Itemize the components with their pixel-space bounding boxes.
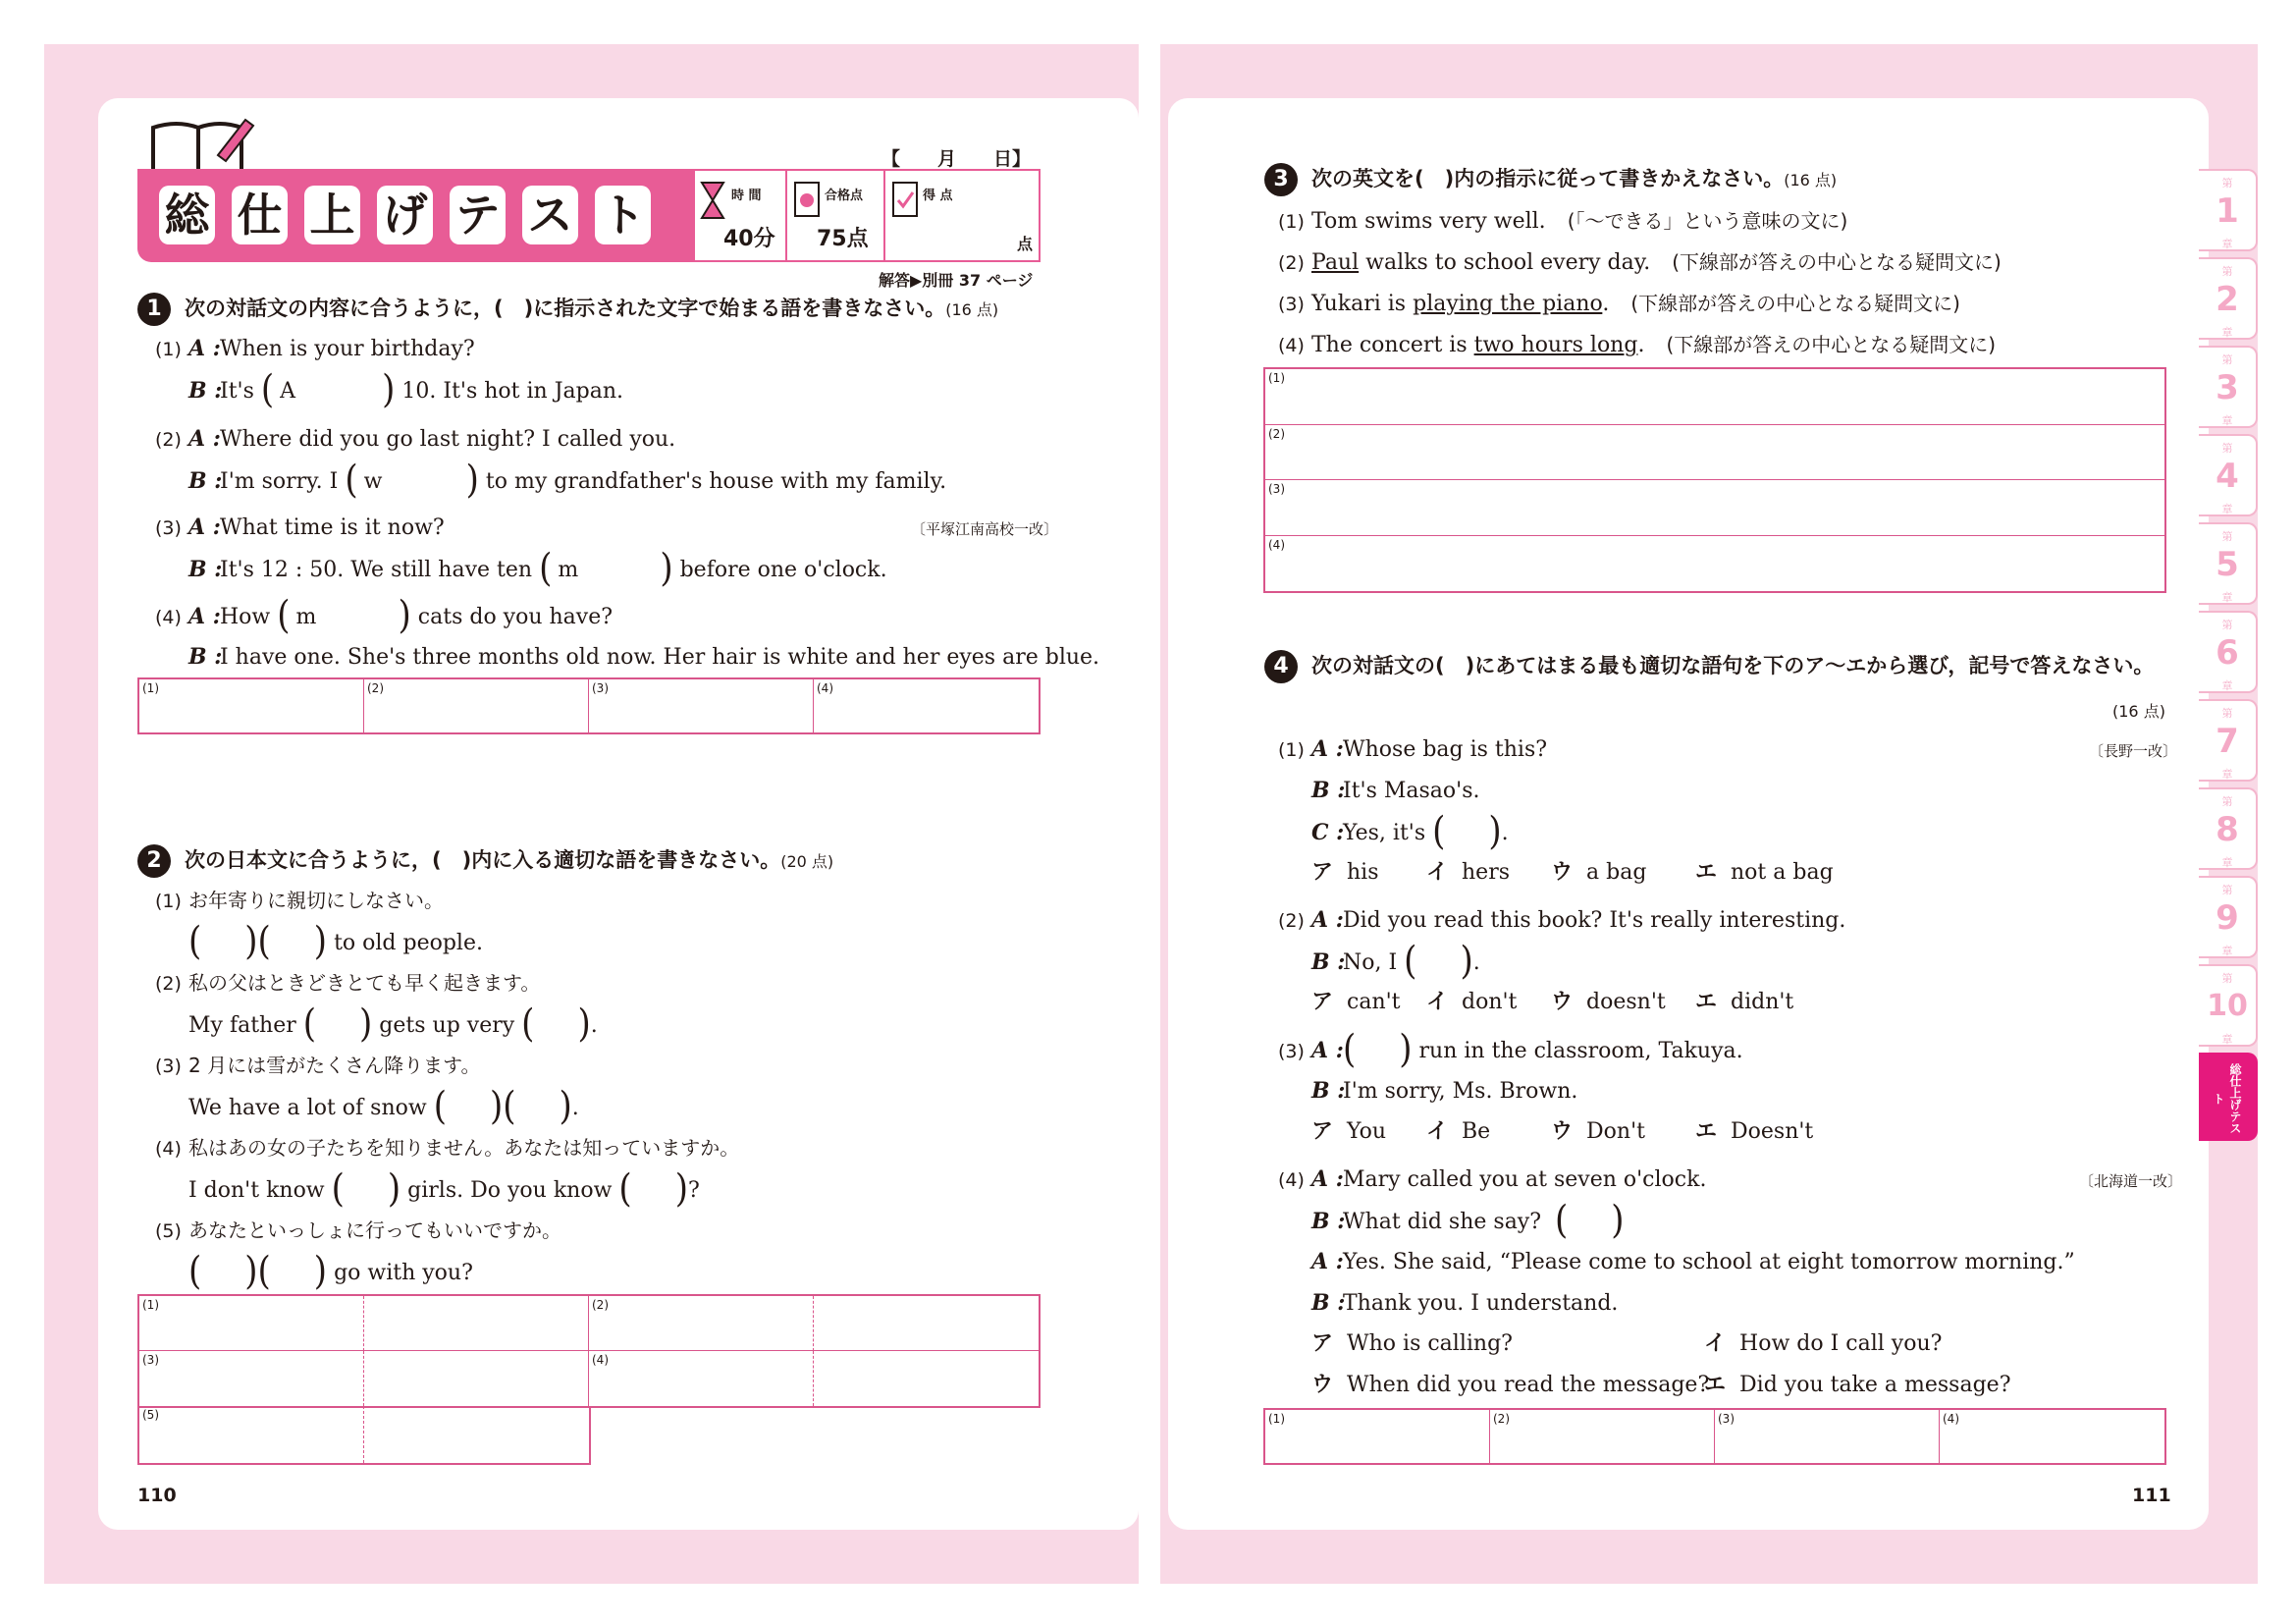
question-3-heading [1264, 163, 1837, 196]
q1-item-1-b: B :It's ( A ) 10. It's hot in Japan. [188, 367, 623, 412]
q1-item-1-a: (1) A :When is your birthday? [155, 336, 475, 361]
answer-cell[interactable]: (4) [1268, 537, 1285, 552]
q2-item-5-en: ( )( ) go with you? [188, 1249, 473, 1294]
q3-item-3: (3) Yukari is playing the piano. (下線部が答えの中心となる疑問文に) [1278, 292, 1960, 316]
pass-label: 合格点 [825, 189, 864, 203]
q2-answer-grid [137, 1294, 1041, 1408]
question-points: (20 点) [780, 852, 834, 871]
q2-item-1-jp: (1) お年寄りに親切にしなさい。 [155, 889, 444, 912]
question-points: (16 点) [2112, 702, 2165, 721]
q1-item-2-a: (2) A :Where did you go last night? I called you. [155, 426, 676, 452]
page-number-right: 111 [2132, 1485, 2171, 1506]
score-box [692, 169, 1041, 262]
question-points: (16 点) [945, 300, 999, 319]
q1-item-3-source: 〔平塚江南高校一改〕 [911, 520, 1059, 538]
title-bar [137, 169, 695, 262]
q4-item-1-choices: ア his イ hers ウ a bag エ not a bag [1311, 860, 1834, 885]
hourglass-icon [700, 181, 725, 220]
q4-item-3-a: (3) A :( ) run in the classroom, Takuya. [1278, 1027, 1743, 1072]
chapter-tab-7[interactable]: 第 7 章 [2199, 699, 2258, 782]
question-number: 1 [137, 293, 171, 326]
chapter-tab-3[interactable]: 第 3 章 [2199, 346, 2258, 428]
q4-item-4-choice-a: ア Who is calling? [1311, 1331, 1513, 1356]
q4-item-1-b: B :It's Masao's. [1311, 778, 1480, 803]
question-instruction: 次の対話文の( )にあてはまる最も適切な語句を下のア～エから選び，記号で答えなさい。 [1311, 654, 2155, 677]
answer-cell[interactable]: (2) [1490, 1410, 1715, 1463]
title-char: 総 [159, 186, 215, 244]
q3-item-1: (1) Tom swims very well. (「～できる」という意味の文に) [1278, 209, 1848, 234]
q2-item-4-en: I don't know ( ) girls. Do you know ( )? [188, 1166, 700, 1212]
q3-answer-grid [1263, 367, 2166, 593]
q1-item-4-b: B :I have one. She's three months old now. Her hair is white and her eyes are blue. [188, 644, 1100, 670]
title-char: 上 [304, 186, 360, 244]
time-value: 40分 [723, 227, 775, 251]
answer-cell[interactable] [814, 1296, 1039, 1351]
answer-cell[interactable]: (1) [139, 679, 364, 732]
q2-item-5-jp: (5) あなたといっしょに行ってもいいですか。 [155, 1218, 561, 1242]
q2-item-2-jp: (2) 私の父はときどきとても早く起きます。 [155, 971, 541, 995]
chapter-tab-10[interactable]: 第 10 章 [2199, 964, 2258, 1047]
answer-cell[interactable] [364, 1406, 589, 1463]
chapter-tab-5[interactable]: 第 5 章 [2199, 522, 2258, 605]
q1-item-4-a: (4) A :How ( m ) cats do you have? [155, 593, 614, 638]
q4-item-4-b: B :What did she say? ( ) [1311, 1198, 1625, 1243]
answer-cell[interactable]: (1) [139, 1296, 364, 1351]
question-1-heading [137, 293, 998, 326]
answer-cell[interactable] [364, 1296, 589, 1351]
date-field: 【 月 日】 [881, 148, 1032, 170]
answer-cell[interactable]: (2) [589, 1296, 814, 1351]
q3-item-2: (2) Paul walks to school every day. (下線部が答えの中心となる疑問文に) [1278, 250, 2002, 275]
answer-reference: 解答▶別冊 37 ページ [879, 271, 1034, 290]
chapter-tab-final-test[interactable]: 総仕上げテスト [2199, 1053, 2258, 1141]
pass-value: 75点 [817, 227, 869, 251]
chapter-tab-9[interactable]: 第 9 章 [2199, 876, 2258, 958]
score-cell [885, 171, 1039, 260]
title-char: げ [377, 186, 433, 244]
score-label: 得 点 [923, 189, 953, 203]
q4-item-4-a: (4) A :Mary called you at seven o'clock. [1278, 1166, 1707, 1192]
q2-item-2-en: My father ( ) gets up very ( ). [188, 1001, 598, 1047]
answer-cell[interactable] [364, 1351, 589, 1406]
q4-item-3-choices: ア You イ Be ウ Don't エ Doesn't [1311, 1119, 1814, 1144]
title-char: ト [595, 186, 651, 244]
time-label: 時 間 [731, 189, 762, 203]
q4-item-2-choices: ア can't イ don't ウ doesn't エ didn't [1311, 990, 1794, 1014]
question-instruction: 次の英文を( )内の指示に従って書きかえなさい。 [1311, 167, 1785, 190]
pass-cell [787, 171, 885, 260]
answer-cell[interactable]: (1) [1265, 369, 2164, 425]
score-unit: 点 [1016, 235, 1033, 253]
q1-answer-grid [137, 677, 1041, 734]
title-char: ス [522, 186, 578, 244]
q4-item-4-a2: A :Yes. She said, “Please come to school at eight tomorrow morning.” [1311, 1249, 2075, 1274]
chapter-tab-4[interactable]: 第 4 章 [2199, 434, 2258, 516]
chapter-tab-8[interactable]: 第 8 章 [2199, 787, 2258, 870]
answer-cell[interactable]: (2) [1265, 425, 2164, 481]
q1-item-2-b: B :I'm sorry. I ( w ) to my grandfather's house with my family. [188, 458, 947, 503]
q4-item-1-a: (1) A :Whose bag is this? [1278, 736, 1548, 762]
q4-item-4-choice-c: ウ When did you read the message? [1311, 1373, 1710, 1397]
checklist-icon [891, 179, 919, 218]
q4-item-2-a: (2) A :Did you read this book? It's really interesting. [1278, 907, 1846, 933]
question-instruction: 次の日本文に合うように，( )内に入る適切な語を書きなさい。 [185, 848, 781, 872]
chapter-tab-1[interactable]: 第 1 章 [2199, 169, 2258, 251]
q2-item-1-en: ( )( ) to old people. [188, 919, 483, 964]
q3-item-4: (4) The concert is two hours long. (下線部が答えの中心となる疑問文に) [1278, 333, 1997, 357]
question-number: 3 [1264, 163, 1298, 196]
chapter-tab-2[interactable]: 第 2 章 [2199, 257, 2258, 340]
page-number-left: 110 [137, 1485, 177, 1506]
answer-cell[interactable]: (5) [139, 1406, 364, 1463]
certificate-icon [793, 179, 821, 218]
question-points: (16 点) [1784, 171, 1838, 189]
q2-item-3-jp: (3) 2 月には雪がたくさん降ります。 [155, 1054, 481, 1077]
answer-cell[interactable]: (4) [589, 1351, 814, 1406]
question-4-heading [1264, 650, 2154, 683]
q4-item-2-b: B :No, I ( ). [1311, 939, 1480, 984]
answer-cell[interactable]: (3) [139, 1351, 364, 1406]
chapter-tab-6[interactable]: 第 6 章 [2199, 611, 2258, 693]
q4-item-1-source: 〔長野一改〕 [2089, 742, 2178, 760]
q2-answer-grid-row3 [137, 1406, 591, 1465]
question-instruction: 次の対話文の内容に合うように，( )に指示された文字で始まる語を書きなさい。 [185, 297, 946, 320]
answer-cell[interactable]: (2) [364, 679, 589, 732]
q4-item-4-b2: B :Thank you. I understand. [1311, 1290, 1619, 1316]
answer-cell[interactable]: (3) [1265, 480, 2164, 536]
q1-item-3-b: B :It's 12 : 50. We still have ten ( m ) before one o'clock. [188, 546, 887, 591]
answer-cell[interactable]: (3) [589, 679, 814, 732]
answer-cell[interactable] [814, 1351, 1039, 1406]
q4-item-3-b: B :I'm sorry, Ms. Brown. [1311, 1078, 1578, 1104]
q4-item-1-c: C :Yes, it's ( ). [1311, 809, 1509, 854]
question-2-heading [137, 844, 833, 878]
q2-item-3-en: We have a lot of snow ( )( ). [188, 1084, 579, 1129]
answer-cell[interactable]: (4) [817, 681, 833, 695]
title-char: 仕 [232, 186, 288, 244]
q1-item-3-a: (3) A :What time is it now? [155, 514, 445, 540]
answer-cell[interactable]: (4) [1943, 1412, 1959, 1426]
answer-cell[interactable]: (1) [1265, 1410, 1490, 1463]
q4-item-4-source: 〔北海道一改〕 [2079, 1172, 2183, 1190]
q4-answer-grid [1263, 1408, 2166, 1465]
question-number: 4 [1264, 650, 1298, 683]
answer-cell[interactable]: (3) [1715, 1410, 1940, 1463]
title-char: テ [450, 186, 506, 244]
q2-item-4-jp: (4) 私はあの女の子たちを知りません。あなたは知っていますか。 [155, 1136, 740, 1160]
time-cell [694, 171, 787, 260]
question-number: 2 [137, 844, 171, 878]
q4-item-4-choice-b: イ How do I call you? [1704, 1331, 1943, 1356]
q4-item-4-choice-d: エ Did you take a message? [1704, 1373, 2011, 1397]
